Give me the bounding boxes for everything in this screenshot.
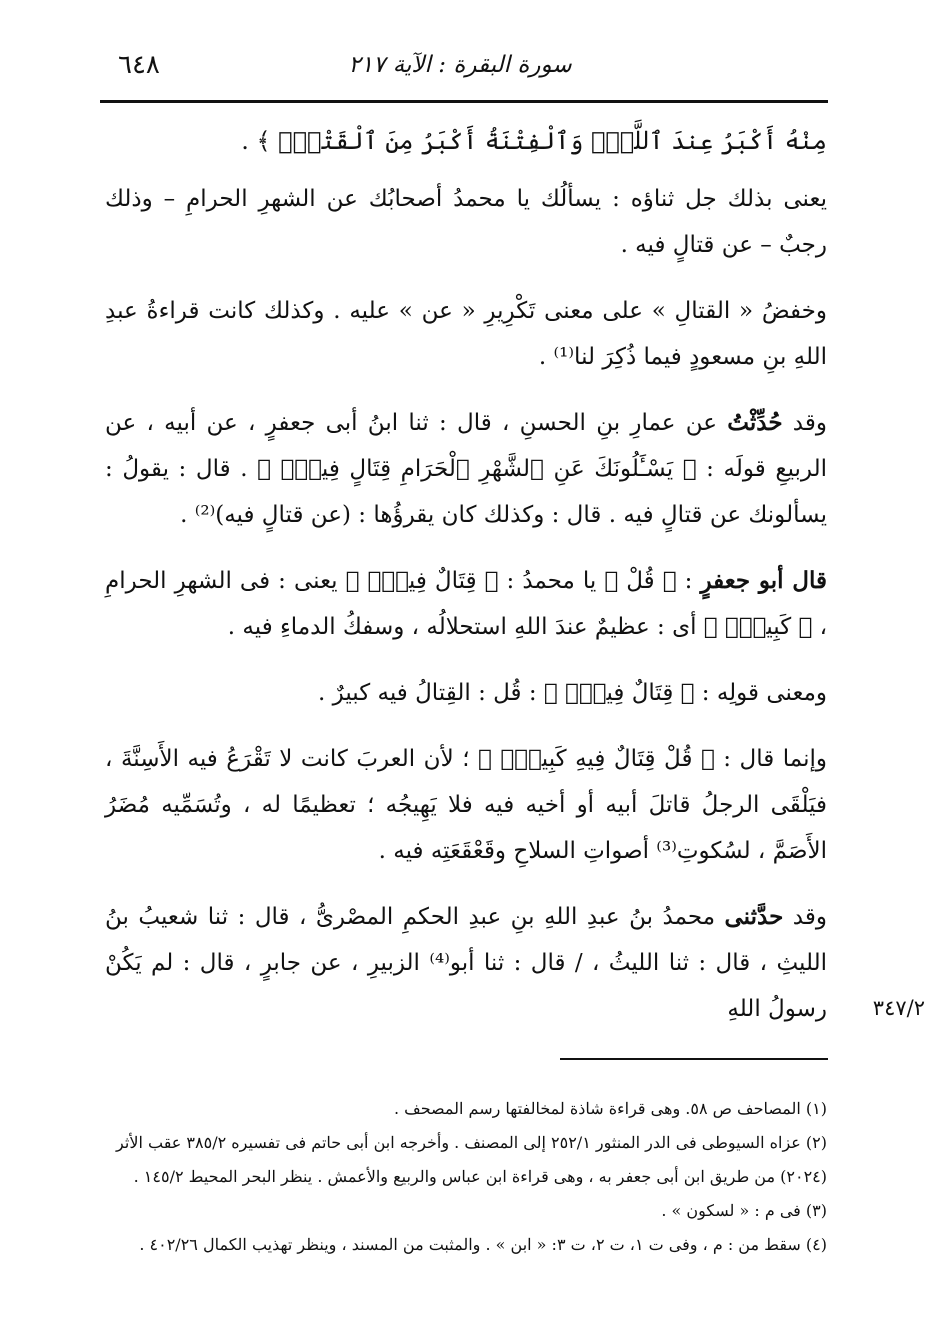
paragraph-narration-2 xyxy=(105,894,827,1032)
author-name: قال أبو جعفرٍ xyxy=(700,567,827,594)
author-comment-text: : ﴿ قُلْ ﴾ يا محمدُ : ﴿ قِتَالٌ فِيهِۖ ﴾ يعنى : فى الشهرِ الحرامِ ، ﴿ كَبِيرٌۚ ﴾ أى : عظيمٌ عندَ اللهِ استحلالُه ، وسفكُ الدماءِ فيه . xyxy=(105,568,827,640)
main-text xyxy=(105,118,827,1032)
footnotes xyxy=(105,1092,827,1262)
header-rule xyxy=(100,100,828,103)
paragraph-narration-1 xyxy=(105,400,827,538)
narration-lead: وقد xyxy=(782,410,827,436)
footnote-2-continued: (٢٠٢٤) من طريق ابن أبى جعفر به ، وهى قراءة ابن عباس والربيع والأعمش . ينظر البحر المحيط ١٤٥/٢ . xyxy=(133,1167,827,1186)
narration-text: محمدُ بنُ عبدِ اللهِ بنِ عبدِ الحكمِ المصْرىُّ ، قال : ثنا شعيبُ بنُ الليثِ ، قال : ثنا الليثُ ، / قال : ثنا أبو⁽⁴⁾ الزبيرِ ، عن جابرٍ ، قال : لم يَكُنْ رسولُ اللهِ xyxy=(105,904,827,1022)
narration-keyword: حُدِّثْتُ xyxy=(727,409,783,436)
narration-keyword: حدَّثنى xyxy=(724,903,784,930)
running-header-title: سورة البقرة : الآية ٢١٧ xyxy=(348,52,572,78)
paragraph-explanation: يعنى بذلك جل ثناؤه : يسألُك يا محمدُ أصحابُك عن الشهرِ الحرامِ – وذلك رجبٌ – عن قتالٍ فيه . xyxy=(105,186,827,258)
narration-text: عن عمارِ بنِ الحسنِ ، قال : ثنا ابنُ أبى جعفرٍ ، عن أبيه ، عن الربيعِ قولَه : ﴿ يَسْـَٔلُونَكَ عَنِ ٱلشَّهْرِ ٱلْحَرَامِ قِتَالٍ فِيهِۖ ﴾ . قال : يقولُ : يسألونك عن قتالٍ فيه . قال : وكذلك كان يقرؤُها : (عن قتالٍ فيه)⁽²⁾ . xyxy=(105,410,827,528)
footnote-2: (٢) عزاه السيوطى فى الدر المنثور ٢٥٢/١ إلى المصنف . وأخرجه ابن أبى حاتم فى تفسيره ٣٨٥/٢ عقب الأثر xyxy=(116,1133,827,1152)
paragraph-verse-ending: مِنْهُ أَكْبَرُ عِندَ ٱللَّهِۚ وَٱلْفِتْنَةُ أَكْبَرُ مِنَ ٱلْقَتْلِۗ ﴾ . xyxy=(241,127,827,155)
paragraph-meaning: ومعنى قولِه : ﴿ قِتَالٌ فِيهِۖ ﴾ : قُل : القِتالُ فيه كبيرٌ . xyxy=(318,680,827,706)
paragraph-grammar-note: وخفضُ « القتالِ » على معنى تَكْرِيرِ « عن » عليه . وكذلك كانت قراءةُ عبدِ اللهِ بنِ مسعودٍ فيما ذُكِرَ لنا⁽¹⁾ . xyxy=(105,298,827,370)
page-number: ٦٤٨ xyxy=(118,50,160,80)
footnote-3: (٣) فى م : « لسكون » . xyxy=(661,1201,827,1220)
footnote-4: (٤) سقط من : م ، وفى ت ١، ت ٢، ت ٣: « ابن » . والمثبت من المسند ، وينظر تهذيب الكمال ٤٠٢/٢٦ . xyxy=(139,1235,827,1254)
footnote-1: (١) المصاحف ص ٥٨. وهى قراءة شاذة لمخالفتها رسم المصحف . xyxy=(393,1099,827,1118)
footnote-rule xyxy=(560,1058,828,1060)
paragraph-author-comment xyxy=(105,558,827,650)
narration-lead: وقد xyxy=(783,904,827,930)
paragraph-reason: وإنما قال : ﴿ قُلْ قِتَالٌ فِيهِ كَبِيرٌۚ ﴾ ؛ لأن العربَ كانت لا تَقْرَعُ فيه الأَسِنَّةَ ، فيَلْقَى الرجلُ قاتلَ أبيه أو أخيه فيه فلا يَهِيجُه ؛ تعظيمًا له ، وتُسَمِّيه مُضَرُ الأَصَمَّ ، لسُكوتِ⁽³⁾ أصواتِ السلاحِ وقَعْقَعَتِه فيه . xyxy=(105,746,827,864)
margin-volume-page-note: ٣٤٧/٢ xyxy=(872,996,925,1020)
